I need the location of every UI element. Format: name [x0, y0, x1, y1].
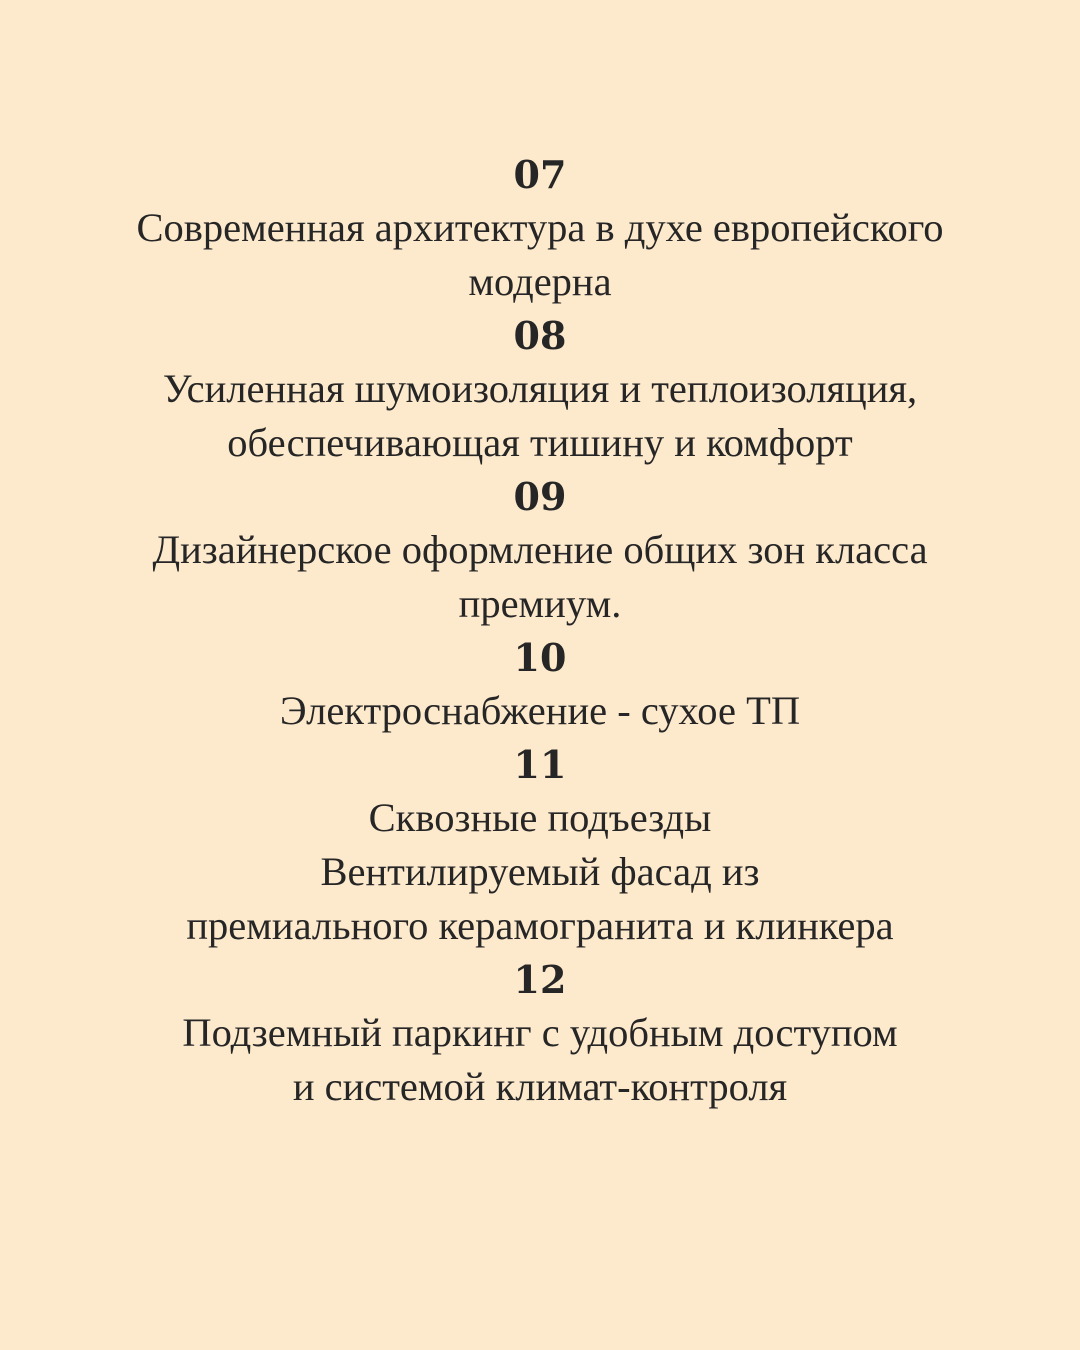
item-text-line: Подземный паркинг с удобным доступом — [182, 1010, 898, 1055]
item-text-line: Усиленная шумоизоляция и теплоизоляция, — [162, 366, 918, 411]
feature-list — [0, 148, 1080, 1114]
item-text-line: Электроснабжение - сухое ТП — [279, 688, 801, 733]
feature-item-10 — [0, 631, 1080, 738]
item-number: 07 — [513, 152, 567, 197]
feature-item-11 — [0, 738, 1080, 953]
item-number: 10 — [513, 635, 567, 680]
item-text-line: премиального керамогранита и клинкера — [186, 903, 894, 948]
feature-item-08 — [0, 309, 1080, 470]
item-text-line: Дизайнерское оформление общих зон класса — [152, 527, 928, 572]
item-text-line: обеспечивающая тишину и комфорт — [227, 420, 853, 465]
item-number: 12 — [513, 957, 567, 1002]
item-number: 08 — [513, 313, 567, 358]
item-text-line: и системой климат-контроля — [292, 1064, 788, 1109]
feature-item-12 — [0, 953, 1080, 1114]
feature-item-09 — [0, 470, 1080, 631]
item-number: 09 — [513, 474, 567, 519]
item-text-line: Современная архитектура в духе европейского — [136, 205, 944, 250]
item-text-line: модерна — [468, 259, 612, 304]
feature-item-07 — [0, 148, 1080, 309]
item-number: 11 — [513, 742, 567, 787]
item-text-line: Сквозные подъезды — [368, 795, 712, 840]
item-text-line: премиум. — [458, 581, 622, 626]
item-text-line: Вентилируемый фасад из — [320, 849, 760, 894]
